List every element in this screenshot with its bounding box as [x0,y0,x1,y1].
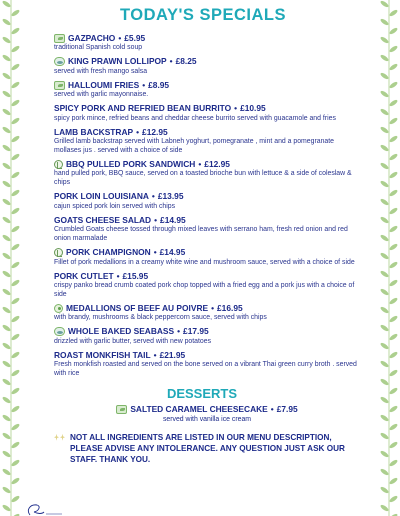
menu-item-name: SALTED CARAMEL CHEESECAKE [130,404,268,415]
vine-leaf [11,387,21,396]
menu-item [54,80,360,99]
vine-leaf [380,90,390,99]
vine-leaf [2,342,12,351]
menu-item-price: £14.95 [159,247,186,258]
vine-leaf [389,441,399,450]
menu-item-price: £5.95 [124,33,146,43]
vine-leaf [380,126,390,135]
vine-leaf [2,396,12,405]
fish-icon [54,327,65,336]
menu-item-name: MEDALLIONS OF BEEF AU POIVRE [66,303,209,314]
vine-leaf [389,333,399,342]
vine-leaf [389,351,399,360]
vine-leaf [2,126,12,135]
menu-item-price: £14.95 [160,214,186,225]
vine-leaf [11,333,21,342]
vine-leaf [389,423,399,432]
menu-item-header [54,271,360,281]
vine-leaf [380,414,390,423]
vine-leaf [2,378,12,387]
menu-item-description: served with vanilla ice cream [162,415,252,423]
desserts-title: DESSERTS [166,386,238,402]
bullet-separator: • [169,56,173,67]
vine-leaf [380,234,390,243]
vine-leaf [2,486,12,495]
vine-leaf [389,171,399,180]
menu-item [54,103,360,122]
vine-leaf [389,243,399,252]
vine-leaf [11,477,21,486]
menu-item-description: traditional Spanish cold soup [54,44,143,52]
allergy-notice-text: NOT ALL INGREDIENTS ARE LISTED IN OUR MENU DESCRIPTION, PLEASE ADVISE ANY INTOLERANCE. ANY QUESTION JUST ASK OUR STAFF. THANK YOU. [70,432,345,464]
vine-leaf [389,315,399,324]
menu-item-name: HALLOUMI FRIES [68,79,140,90]
menu-item [54,271,360,299]
page-title: TODAY'S SPECIALS [120,6,286,24]
vine-leaf [11,153,21,162]
vine-leaf [389,135,399,144]
vine-leaf [389,261,399,270]
vine-leaf [2,216,12,225]
menu-item-price: £13.95 [157,191,184,202]
vine-leaf [2,450,12,459]
menu-item-header [54,247,360,257]
vine-leaf [11,315,21,324]
vine-leaf [389,9,399,18]
menu-item-description: hand pulled pork, BBQ sauce, served on a toasted brioche bun with lettuce & a side of coleslaw & chips [54,170,352,187]
bullet-separator: • [116,270,120,281]
circle-icon [54,304,63,313]
menu-item [54,191,360,210]
menu-item-header [54,303,360,313]
vine-leaf [2,108,12,117]
menu-item-price: £12.95 [142,126,168,137]
vine-leaf [2,270,12,279]
vine-leaf [389,387,399,396]
vine-leaf [389,81,399,90]
gluten-free-icon [54,248,63,257]
vine-leaf [389,459,399,468]
bullet-separator: • [118,33,122,43]
vine-leaf [380,36,390,45]
bullet-separator: • [151,191,155,202]
menu-item-name: ROAST MONKFISH TAIL [54,349,151,360]
vine-leaf [2,324,12,333]
menu-item [54,303,360,322]
menu-item-description: drizzled with garlic butter, served with new potatoes [54,337,212,345]
vine-leaf [380,324,390,333]
vine-leaf [2,468,12,477]
vine-leaf [11,351,21,360]
menu-item-header [54,103,360,113]
bullet-separator: • [177,326,181,337]
menu-item-description: Fillet of pork medallions in a creamy white wine and mushroom sauce, served with a choice of side [54,258,355,266]
bullet-separator: • [211,303,215,314]
desserts-list [54,404,360,422]
menu-item-name: PORK CHAMPIGNON [66,247,151,258]
vine-leaf [2,504,12,513]
vine-leaf [11,99,21,108]
vine-leaf [11,225,21,234]
menu-item-description: Fresh monkfish roasted and served on the bone served on a vibrant Thai green curry broth . served with rice [54,361,357,378]
vine-leaf [11,117,21,126]
vine-leaf [2,288,12,297]
vine-leaf [389,27,399,36]
menu-item-name: PORK CUTLET [54,270,114,281]
vine-leaf [11,369,21,378]
vine-leaf [2,162,12,171]
menu-item-header [54,350,360,360]
menu-item-description: crispy panko bread crumb coated pork chop topped with a fried egg and a pork jus with a choice of side [54,282,355,299]
menu-item [54,247,360,266]
menu-item-price: £15.95 [122,270,149,281]
menu-item [54,326,360,345]
vine-leaf [11,441,21,450]
menu-item-description: Grilled lamb backstrap served with Labneh yoghurt, pomegranate , mint and a pomegranate mollases jus . served with a choice of side [54,138,334,155]
vine-leaf [11,45,21,54]
vine-leaf [380,378,390,387]
vine-leaf [380,450,390,459]
vine-leaf [380,270,390,279]
vine-leaf [2,252,12,261]
menu-item-price: £12.95 [204,159,230,170]
menu-item [54,33,360,52]
bullet-separator: • [198,159,202,170]
menu-item-name: KING PRAWN LOLLIPOP [68,56,167,67]
vine-leaf [389,297,399,306]
menu-item-header [54,127,360,137]
vine-leaf [2,414,12,423]
vine-leaf [380,180,390,189]
vine-leaf [2,306,12,315]
menu-item-price: £8.95 [148,79,170,90]
vine-leaf [380,360,390,369]
bullet-separator: • [153,247,157,258]
vine-leaf [380,72,390,81]
allergy-notice [54,432,360,465]
vine-leaf [389,45,399,54]
menu-item-header [54,33,360,43]
bullet-separator: • [153,349,157,360]
vine-leaf [11,27,21,36]
bullet-separator: • [270,404,274,415]
vine-leaf [389,207,399,216]
menu-item [54,56,360,75]
vine-leaf [2,54,12,63]
vine-leaf [380,108,390,117]
vine-leaf [11,81,21,90]
vine-leaf [11,135,21,144]
vine-leaf [2,72,12,81]
menu-item [54,404,360,422]
vine-leaf [389,279,399,288]
leaf-icon [54,81,65,90]
sparkle-icon [54,433,66,442]
vine-leaf [2,144,12,153]
vine-leaf [380,252,390,261]
menu-item-description: spicy pork mince, refried beans and cheddar cheese burrito served with guacamole and fries [54,114,336,122]
vine-leaf [2,360,12,369]
vine-leaf [380,216,390,225]
vine-leaf [389,189,399,198]
vine-leaf [380,144,390,153]
vine-leaf [11,297,21,306]
vine-leaf [389,63,399,72]
menu-item-name: GOATS CHEESE SALAD [54,214,152,225]
menu-item-header [54,80,360,90]
fish-icon [54,57,65,66]
vine-leaf [11,261,21,270]
specials-list [54,33,360,378]
menu-item-header [54,191,360,201]
vine-leaf [389,495,399,504]
vine-leaf [11,63,21,72]
vine-leaf [2,36,12,45]
vine-leaf [389,225,399,234]
vine-leaf [380,162,390,171]
menu-item-header [54,404,360,414]
menu-item-description: with brandy, mushrooms & black peppercorn sauce, served with chips [54,314,267,322]
vine-leaf [389,477,399,486]
vine-leaf [11,423,21,432]
left-vine-border [0,0,22,516]
vine-leaf [389,117,399,126]
menu-item-name: GAZPACHO [68,33,116,43]
vine-leaf [380,504,390,513]
restaurant-logo [24,502,64,516]
bullet-separator: • [142,79,146,90]
vine-leaf [380,306,390,315]
vine-leaf [2,234,12,243]
vine-leaf [2,90,12,99]
vine-leaf [2,432,12,441]
vine-leaf [380,396,390,405]
vine-leaf [2,180,12,189]
menu-item-price: £10.95 [240,103,266,114]
vine-leaf [11,171,21,180]
menu-item [54,159,360,187]
vine-leaf [380,468,390,477]
vine-leaf [389,153,399,162]
vine-leaf [380,18,390,27]
gluten-free-icon [54,160,63,169]
menu-item-name: SPICY PORK AND REFRIED BEAN BURRITO [54,103,232,114]
leaf-icon [54,34,65,43]
vine-leaf [11,279,21,288]
menu-item-name: PORK LOIN LOUISIANA [54,191,149,202]
vine-leaf [380,432,390,441]
vine-leaf [380,288,390,297]
menu-item [54,350,360,378]
vine-leaf [380,0,390,8]
menu-item-header [54,159,360,169]
vine-leaf [380,342,390,351]
menu-item-price: £21.95 [159,349,186,360]
menu-item-name: BBQ PULLED PORK SANDWICH [66,159,196,170]
right-vine-border [378,0,400,516]
vine-leaf [11,459,21,468]
menu-item-description: Crumbled Goats cheese tossed through mixed leaves with serrano ham, fresh red onion and red onion marmalade [54,226,348,243]
bullet-separator: • [136,126,140,137]
vine-leaf [380,198,390,207]
menu-item-header [54,56,360,66]
vine-leaf [11,405,21,414]
menu-item-header [54,215,360,225]
vine-leaf [2,0,12,8]
vine-leaf [389,405,399,414]
menu-item-price: £8.25 [175,56,197,67]
menu-item-description: cajun spiced pork loin served with chips [54,202,176,210]
menu-item-name: WHOLE BAKED SEABASS [68,326,175,337]
vine-leaf [11,207,21,216]
vine-leaf [380,486,390,495]
menu-item-header [54,326,360,336]
menu-item-price: £16.95 [217,303,243,314]
bullet-separator: • [234,103,238,114]
menu-content [54,6,360,465]
menu-item-price: £17.95 [183,326,209,337]
menu-item-price: £7.95 [276,404,298,415]
menu-item [54,215,360,243]
vine-leaf [11,243,21,252]
vine-leaf [11,495,21,504]
vine-leaf [2,18,12,27]
bullet-separator: • [154,214,158,225]
vine-leaf [380,54,390,63]
vine-leaf [11,189,21,198]
vine-leaf [389,99,399,108]
menu-item [54,127,360,155]
leaf-icon [116,405,127,414]
menu-item-description: served with garlic mayonnaise. [54,91,149,99]
vine-leaf [11,9,21,18]
menu-item-description: served with fresh mango salsa [54,67,148,75]
vine-leaf [2,198,12,207]
menu-item-name: LAMB BACKSTRAP [54,126,134,137]
vine-leaf [389,369,399,378]
